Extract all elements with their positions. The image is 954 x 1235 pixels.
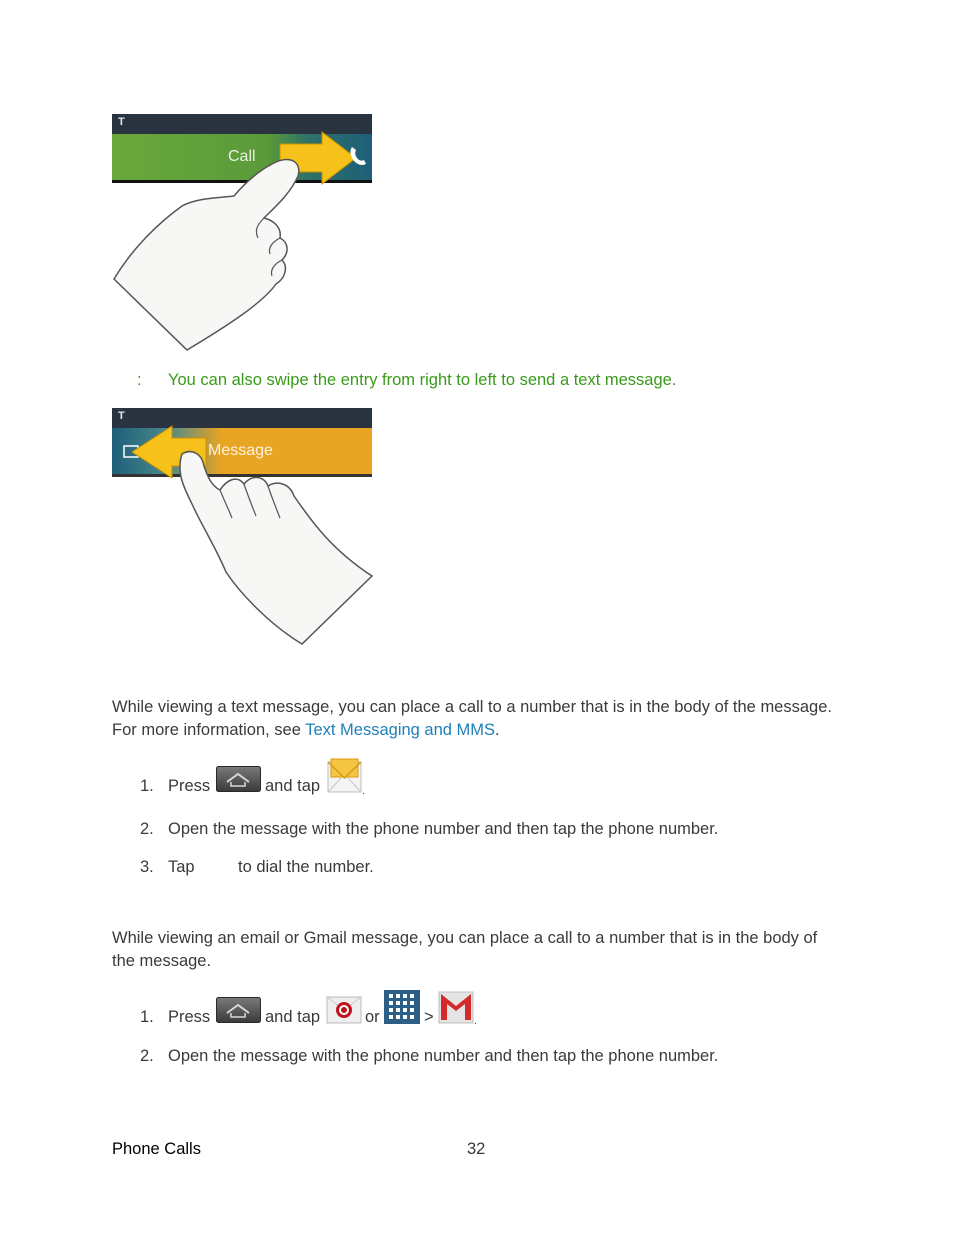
- status-glyph: T: [118, 116, 125, 128]
- apps-grid-icon[interactable]: [384, 990, 420, 1029]
- step-press: Press: [168, 1008, 211, 1026]
- step-and-tap: and tap: [265, 777, 321, 795]
- step-gt: >: [424, 1008, 434, 1026]
- messaging-icon[interactable]: [327, 758, 362, 799]
- intro-text: While viewing a text message, you can place a call to a number that is in the body of the message. For more information, see: [112, 698, 832, 739]
- step-number: 2.: [140, 1047, 154, 1065]
- step-end: .: [362, 786, 365, 797]
- status-bar: [112, 114, 372, 134]
- step-or: or: [365, 1008, 380, 1026]
- intro-end: .: [495, 721, 500, 739]
- step-and-tap: and tap: [265, 1008, 321, 1026]
- hand-pointer-icon: [114, 160, 299, 350]
- email-app-icon[interactable]: [326, 996, 362, 1029]
- status-bar: [112, 408, 372, 428]
- text-messaging-link[interactable]: Text Messaging and MMS: [305, 721, 496, 739]
- step-number: 1.: [140, 777, 154, 795]
- home-key-icon[interactable]: [216, 766, 261, 797]
- text-section-intro: [112, 696, 832, 742]
- call-swipe-figure: [112, 114, 374, 354]
- tip-colon: :: [137, 371, 142, 389]
- step-press: Press: [168, 777, 211, 795]
- hand-pointer-icon: [180, 452, 372, 644]
- step-text: Open the message with the phone number and then tap the phone number.: [168, 1047, 719, 1065]
- tip-text: You can also swipe the entry from right to left to send a text message.: [168, 371, 677, 389]
- message-bar-label: Message: [208, 442, 273, 459]
- home-key-icon[interactable]: [216, 997, 261, 1028]
- footer-page-number: 32: [467, 1140, 486, 1158]
- step-rest: to dial the number.: [238, 858, 374, 876]
- step-end: .: [474, 1016, 477, 1027]
- step-number: 1.: [140, 1008, 154, 1026]
- footer-section: Phone Calls: [112, 1140, 201, 1158]
- text-step-1: [140, 756, 540, 800]
- email-step-1: [140, 990, 540, 1030]
- message-swipe-figure: [112, 408, 376, 648]
- gmail-icon[interactable]: [438, 990, 474, 1029]
- call-bar-label: Call: [228, 148, 256, 165]
- step-text: Open the message with the phone number and then tap the phone number.: [168, 820, 719, 838]
- step-tap: Tap: [168, 858, 195, 876]
- status-glyph: T: [118, 410, 125, 422]
- step-number: 2.: [140, 820, 154, 838]
- email-section-intro: While viewing an email or Gmail message, you can place a call to a number that is in the body of the message.: [112, 929, 818, 970]
- step-number: 3.: [140, 858, 154, 876]
